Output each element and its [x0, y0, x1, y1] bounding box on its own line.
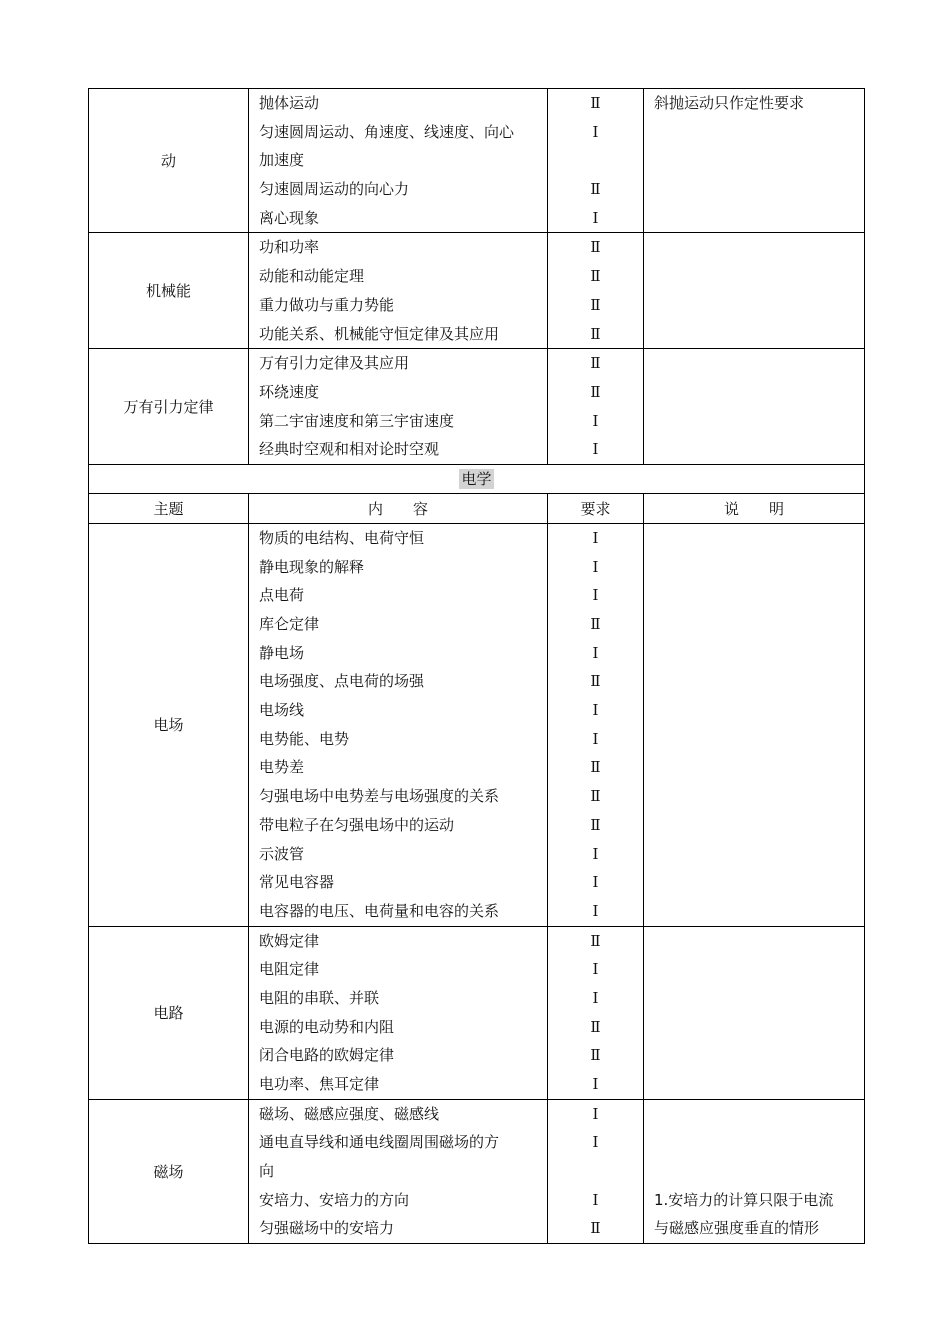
- requirement-line: Ⅱ: [590, 815, 601, 834]
- content-line: 电阻定律: [259, 960, 320, 979]
- requirement-line: Ⅱ: [590, 238, 601, 257]
- content-line: 静电现象的解释: [259, 557, 365, 576]
- content-line: 带电粒子在匀强电场中的运动: [259, 815, 455, 834]
- requirement-line: Ⅰ: [592, 988, 599, 1007]
- section-row: [89, 464, 865, 493]
- requirement-line: Ⅱ: [590, 267, 601, 286]
- content-cell: [249, 349, 548, 465]
- group-row: [89, 89, 865, 233]
- header-row: [89, 493, 865, 523]
- section-title: 电学: [461, 470, 492, 489]
- content-line: 电容器的电压、电荷量和电容的关系: [259, 901, 500, 920]
- content-line: 静电场: [259, 643, 305, 662]
- header-topic: 主题: [89, 493, 249, 523]
- group-row: [89, 1099, 865, 1243]
- content-line: 电功率、焦耳定律: [259, 1075, 380, 1093]
- requirement-line: Ⅰ: [592, 208, 599, 227]
- requirement-line: Ⅰ: [592, 440, 599, 459]
- requirement-cell: [548, 89, 644, 233]
- requirement-line: [548, 146, 643, 175]
- requirement-line: Ⅰ: [592, 557, 599, 576]
- note-line: [644, 1128, 864, 1157]
- content-line: 功和功率: [259, 238, 320, 257]
- note-line: 与磁感应强度垂直的情形: [654, 1219, 820, 1238]
- requirement-line: Ⅰ: [592, 643, 599, 662]
- note-cell: [644, 89, 865, 233]
- requirement-line: Ⅱ: [590, 295, 601, 314]
- requirement-line: Ⅰ: [592, 701, 599, 720]
- requirement-line: Ⅰ: [592, 901, 599, 920]
- topic-cell: 动: [89, 89, 249, 233]
- content-line: 向: [259, 1162, 275, 1181]
- content-cell: [249, 89, 548, 233]
- content-line: 物质的电结构、电荷守恒: [259, 528, 425, 547]
- requirement-line: Ⅱ: [590, 672, 601, 691]
- header-requirement: 要求: [548, 493, 644, 523]
- group-row: [89, 233, 865, 349]
- group-row: [89, 926, 865, 1099]
- requirement-line: Ⅱ: [590, 354, 601, 373]
- note-cell: [644, 1099, 865, 1243]
- topic-cell: 电场: [89, 523, 249, 926]
- content-line: 功能关系、机械能守恒定律及其应用: [259, 324, 500, 343]
- content-line: 常见电容器: [259, 873, 335, 892]
- content-cell: [249, 233, 548, 349]
- content-line: 经典时空观和相对论时空观: [259, 440, 440, 459]
- content-line: 动能和动能定理: [259, 267, 365, 286]
- content-line: 匀强磁场中的安培力: [259, 1219, 395, 1238]
- group-row: [89, 349, 865, 465]
- requirement-line: Ⅰ: [592, 528, 599, 547]
- content-line: 第二宇宙速度和第三宇宙速度: [259, 411, 455, 430]
- content-line: 抛体运动: [259, 94, 320, 112]
- table-body-top: [89, 89, 865, 1244]
- content-line: 电阻的串联、并联: [259, 988, 380, 1007]
- requirement-cell: [548, 1099, 644, 1243]
- requirement-line: Ⅰ: [592, 586, 599, 605]
- content-cell: [249, 1099, 548, 1243]
- content-line: 电势差: [259, 758, 305, 777]
- section-title-cell: [89, 464, 865, 493]
- content-line: 库仑定律: [259, 615, 320, 633]
- requirement-line: Ⅱ: [590, 931, 601, 950]
- content-cell: [249, 926, 548, 1099]
- requirement-line: Ⅰ: [592, 411, 599, 430]
- requirement-line: Ⅰ: [592, 844, 599, 863]
- requirement-line: Ⅰ: [592, 960, 599, 979]
- content-cell: [249, 523, 548, 926]
- content-line: 电势能、电势: [259, 729, 350, 748]
- content-line: 欧姆定律: [259, 931, 320, 950]
- requirement-line: Ⅱ: [590, 180, 601, 199]
- topic-cell: 机械能: [89, 233, 249, 349]
- requirement-cell: [548, 926, 644, 1099]
- content-line: 点电荷: [259, 586, 305, 605]
- content-line: 重力做功与重力势能: [259, 295, 395, 314]
- requirement-cell: [548, 233, 644, 349]
- note-cell: [644, 349, 865, 465]
- requirement-line: Ⅰ: [592, 873, 599, 892]
- content-line: 安培力、安培力的方向: [259, 1190, 410, 1209]
- content-line: 电源的电动势和内阻: [259, 1017, 395, 1036]
- requirement-line: Ⅰ: [592, 1104, 599, 1123]
- content-line: 闭合电路的欧姆定律: [259, 1046, 395, 1065]
- content-line: 环绕速度: [259, 382, 320, 401]
- content-line: 匀强电场中电势差与电场强度的关系: [259, 787, 500, 806]
- content-line: 匀速圆周运动的向心力: [259, 180, 410, 199]
- requirement-line: Ⅰ: [592, 1075, 599, 1093]
- requirement-line: Ⅱ: [590, 382, 601, 401]
- group-row: [89, 523, 865, 926]
- header-content: 内 容: [249, 493, 548, 523]
- content-line: 万有引力定律及其应用: [259, 354, 410, 373]
- note-cell: [644, 523, 865, 926]
- content-line: 示波管: [259, 844, 305, 863]
- requirement-line: Ⅱ: [590, 758, 601, 777]
- note-line: 1.安培力的计算只限于电流: [654, 1190, 834, 1209]
- header-note: 说 明: [644, 493, 865, 523]
- requirement-cell: [548, 349, 644, 465]
- topic-cell: 电路: [89, 926, 249, 1099]
- requirement-line: Ⅱ: [590, 615, 601, 633]
- requirement-line: Ⅱ: [590, 94, 601, 112]
- content-line: 离心现象: [259, 208, 320, 227]
- note-cell: [644, 926, 865, 1099]
- note-line: [644, 1157, 864, 1186]
- topic-cell: 磁场: [89, 1099, 249, 1243]
- requirement-line: Ⅱ: [590, 1017, 601, 1036]
- topic-cell: 万有引力定律: [89, 349, 249, 465]
- requirement-line: Ⅱ: [590, 787, 601, 806]
- note-line: 斜抛运动只作定性要求: [654, 94, 805, 112]
- requirements-table: [88, 88, 865, 1244]
- content-line: 通电直导线和通电线圈周围磁场的方: [259, 1133, 500, 1152]
- requirement-line: Ⅱ: [590, 324, 601, 343]
- content-line: 电场线: [259, 701, 305, 720]
- requirement-line: Ⅰ: [592, 1133, 599, 1152]
- content-line: 电场强度、点电荷的场强: [259, 672, 425, 691]
- content-line: 加速度: [259, 151, 305, 170]
- note-line: [644, 1100, 864, 1129]
- content-line: 磁场、磁感应强度、磁感线: [259, 1104, 440, 1123]
- note-cell: [644, 233, 865, 349]
- requirement-cell: [548, 523, 644, 926]
- requirement-line: Ⅱ: [590, 1046, 601, 1065]
- requirement-line: Ⅱ: [590, 1219, 601, 1238]
- requirement-line: Ⅰ: [592, 1190, 599, 1209]
- requirement-line: [548, 1157, 643, 1186]
- requirement-line: Ⅰ: [592, 122, 599, 141]
- requirement-line: Ⅰ: [592, 729, 599, 748]
- content-line: 匀速圆周运动、角速度、线速度、向心: [259, 122, 515, 141]
